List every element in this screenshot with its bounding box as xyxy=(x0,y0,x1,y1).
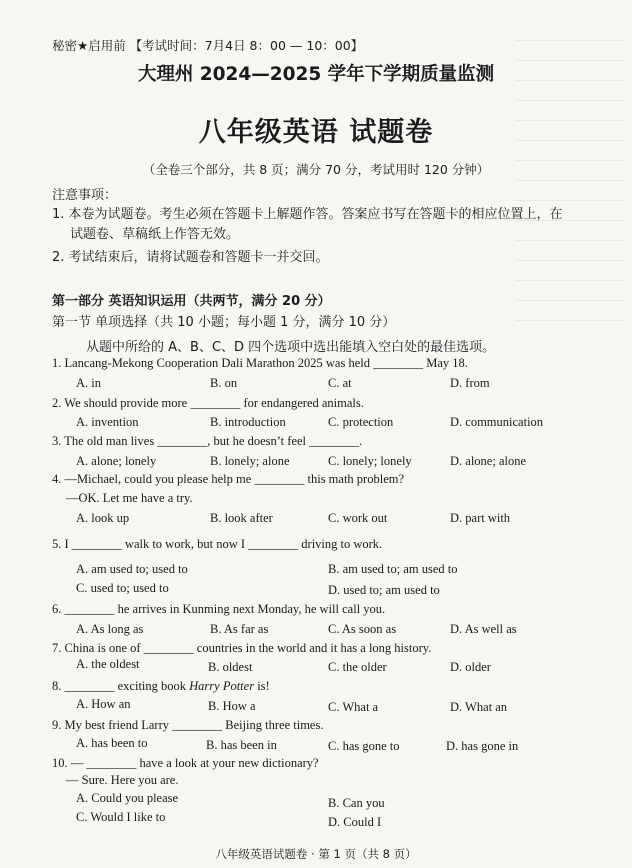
option-a: A. has been to xyxy=(76,736,148,750)
paper-info: （全卷三个部分，共 8 页；满分 70 分，考试用时 120 分钟） xyxy=(142,162,490,177)
option-c: C. What a xyxy=(328,700,379,714)
question-stem: 6. ________ he arrives in Kunming next Monday, he will call you. xyxy=(52,602,386,616)
instruction: 从题中所给的 A、B、C、D 四个选项中选出能填入空白处的最佳选项。 xyxy=(86,340,496,355)
option-b: B. has been in xyxy=(206,738,277,752)
option-c: C. has gone to xyxy=(328,739,400,753)
option-d: D. part with xyxy=(450,511,511,525)
option-a: A. invention xyxy=(76,415,139,429)
question-stem: 2. We should provide more ________ for endangered animals. xyxy=(52,396,364,410)
option-c: C. used to; used to xyxy=(76,581,169,595)
option-a: A. Could you please xyxy=(76,791,179,805)
option-a: A. alone; lonely xyxy=(76,454,157,468)
option-d: D. What an xyxy=(450,700,508,714)
option-b: B. on xyxy=(210,376,238,390)
option-b: B. As far as xyxy=(210,622,269,636)
question-reply: — Sure. Here you are. xyxy=(66,773,179,787)
question-stem-tail: is! xyxy=(254,679,270,693)
option-d: D. used to; am used to xyxy=(328,583,440,597)
option-c: C. As soon as xyxy=(328,622,397,636)
notes-heading: 注意事项： xyxy=(52,188,118,203)
option-a: A. look up xyxy=(76,511,130,525)
option-d: D. communication xyxy=(450,415,544,429)
option-a: A. the oldest xyxy=(76,657,140,671)
option-b: B. oldest xyxy=(208,660,253,674)
option-b: B. introduction xyxy=(210,415,286,429)
option-c: C. work out xyxy=(328,511,388,525)
option-d: D. older xyxy=(450,660,491,674)
notes-item-1: 1. 本卷为试题卷。考生必须在答题卡上解题作答。答案应书写在答题卡的相应位置上，在 xyxy=(52,207,563,222)
option-c: C. the older xyxy=(328,660,387,674)
option-d: D. has gone in xyxy=(446,739,519,753)
option-c: C. lonely; lonely xyxy=(328,454,412,468)
option-d: D. alone; alone xyxy=(450,454,527,468)
option-d: D. from xyxy=(450,376,490,390)
question-reply: —OK. Let me have a try. xyxy=(66,491,193,505)
option-c: C. protection xyxy=(328,415,394,429)
option-b: B. How a xyxy=(208,699,256,713)
notes-item-1-cont: 试题卷、草稿纸上作答无效。 xyxy=(70,227,240,242)
option-c: C. at xyxy=(328,376,352,390)
question-stem: 7. China is one of ________ countries in the world and it has a long history. xyxy=(52,641,432,655)
question-stem: 1. Lancang-Mekong Cooperation Dali Marathon 2025 was held ________ May 18. xyxy=(52,356,468,370)
question-stem: 9. My best friend Larry ________ Beijing three times. xyxy=(52,718,324,732)
option-a: A. in xyxy=(76,376,101,390)
question-stem: 3. The old man lives ________, but he doesn’t feel ________. xyxy=(52,434,363,448)
option-c: C. Would I like to xyxy=(76,810,166,824)
question-stem: 10. — ________ have a look at your new dictionary? xyxy=(52,756,319,770)
notes-item-2: 2. 考试结束后，请将试题卷和答题卡一并交回。 xyxy=(52,250,329,265)
exam-name: 大理州 2024—2025 学年下学期质量监测 xyxy=(137,64,495,85)
part1-heading: 第一部分 英语知识运用（共两节，满分 20 分） xyxy=(52,294,331,309)
option-b: B. lonely; alone xyxy=(210,454,290,468)
section1-heading: 第一节 单项选择（共 10 小题；每小题 1 分，满分 10 分） xyxy=(52,315,396,330)
option-a: A. am used to; used to xyxy=(76,562,188,576)
paper-title: 八年级英语 试题卷 xyxy=(198,117,434,148)
page-footer: 八年级英语试题卷 · 第 1 页（共 8 页） xyxy=(215,847,417,861)
option-d: D. As well as xyxy=(450,622,517,636)
book-title: Harry Potter xyxy=(189,679,255,693)
option-b: B. am used to; am used to xyxy=(328,562,458,576)
exam-meta: 秘密★启用前 【考试时间：7月4日 8：00 — 10：00】 xyxy=(52,38,364,53)
question-stem: 4. —Michael, could you please help me ________ this math problem? xyxy=(52,472,405,486)
option-a: A. As long as xyxy=(76,622,144,636)
question-stem xyxy=(52,679,270,694)
question-stem: 5. I ________ walk to work, but now I ________ driving to work. xyxy=(52,537,383,551)
option-b: B. look after xyxy=(210,511,273,525)
option-b: B. Can you xyxy=(328,796,385,810)
option-d: D. Could I xyxy=(328,815,382,829)
option-a: A. How an xyxy=(76,697,131,711)
question-stem-text: 8. ________ exciting book xyxy=(52,679,190,693)
